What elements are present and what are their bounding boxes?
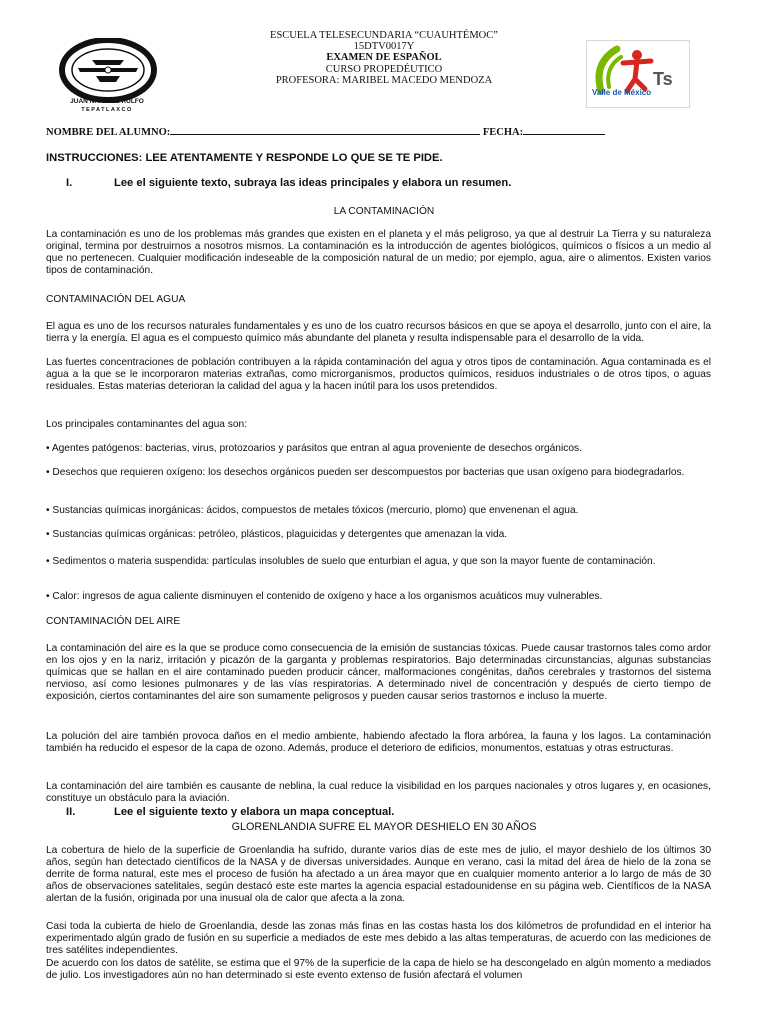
section-2-prompt-text: Lee el siguiente texto y elabora un mapa conceptual. — [114, 806, 395, 818]
article-2-paragraph-1: La cobertura de hielo de la superficie de Groenlandia ha sufrido, durante varios días de este mes de julio, el mayor deshielo de los últimos 30 años, según han detectado científicos de la NASA y de diversas universidades. Aunque en verano, casi la mitad del área de hielo de la zona se derrite de forma natural, este mes el proceso de fusión ha afectado a un área mayor que en cualquier momento anterior a lo largo de más de 30 años de observaciones satelitales, según destacó este este martes la agencia espacial estadounidense en su página web. Científicos de la NASA alertan de la fusión, originada por una inusual ola de calor que afecta a la zona. — [46, 845, 711, 905]
svg-text:Ts: Ts — [653, 69, 673, 89]
date-field[interactable] — [523, 126, 605, 135]
air-heading: CONTAMINACIÓN DEL AIRE — [46, 616, 181, 627]
student-info-line — [46, 126, 605, 138]
air-paragraph-2: La polución del aire también provoca daños en el medio ambiente, habiendo afectado la flora arbórea, la fauna y los lagos. La contaminación también ha reducido el espesor de la capa de ozono. Además, produce el deterioro de edificios, monumentos, estatuas y otras estructuras. — [46, 731, 711, 755]
water-list-intro: Los principales contaminantes del agua son: — [46, 419, 248, 430]
school-seal-caption — [52, 98, 162, 114]
article-2-paragraph-2: Casi toda la cubierta de hielo de Groenlandia, desde las zonas más finas en las costas hasta los dos kilómetros de profundidad en el interior ha experimentado algún grado de fusión en su superficie a mediados de este mes debido a las altas temperaturas, de acuerdo con las mediciones de tres satélites independientes. — [46, 921, 711, 957]
air-paragraph-1: La contaminación del aire es la que se produce como consecuencia de la emisión de sustancias tóxicas. Puede causar trastornos tales como ardor en los ojos y en la nariz, irritación y picazón de la garganta y problemas respiratorios. Bajo determinadas circunstancias, algunas substancias químicas que se hallan en el aire contaminado pueden producir cáncer, malformaciones congénitas, daños cerebrales y trastornos del sistema nervioso, así como lesiones pulmonares y de las vías respiratorias. A determinado nivel de concentración y después de cierto tiempo de exposición, ciertos contaminantes del aire son sumamente peligrosos y pueden causar serios trastornos e incluso la muerte. — [46, 643, 711, 703]
school-code: 15DTV0017Y — [353, 41, 415, 53]
seal-caption-line-2: TEPATLAXCO — [81, 107, 133, 113]
exam-title: EXAMEN DE ESPAÑOL — [326, 52, 442, 64]
section-1-prompt-text: Lee el siguiente texto, subraya las ideas principales y elabora un resumen. — [114, 177, 512, 189]
section-2-prompt — [66, 806, 394, 818]
water-item: • Sustancias químicas inorgánicas: ácidos, compuestos de metales tóxicos (mercurio, plomo) que envenenan el agua. — [46, 505, 579, 516]
article-2-paragraph-3: De acuerdo con los datos de satélite, se estima que el 97% de la superficie de la capa de hielo se ha descongelado en algún momento a mediados de julio. Los investigadores aún no han determinado si este evento extenso de fusión afectará el volumen — [46, 958, 711, 982]
seal-caption-line-1: JUAN N. PEREZ RULFO — [70, 98, 144, 105]
article-2-title: GLORENLANDIA SUFRE EL MAYOR DESHIELO EN 30 AÑOS — [231, 821, 537, 833]
school-name: ESCUELA TELESECUNDARIA “CUAUHTÉMOC” — [270, 30, 498, 41]
section-1-prompt — [66, 177, 511, 189]
section-2-number: II. — [66, 806, 76, 818]
water-item: • Sustancias químicas orgánicas: petróleo, plásticos, plaguicidas y detergentes que amenazan la vida. — [46, 529, 508, 540]
name-label: NOMBRE DEL ALUMNO: — [46, 127, 171, 138]
teacher-name: PROFESORA: MARIBEL MACEDO MENDOZA — [275, 74, 493, 86]
water-paragraph-2: Las fuertes concentraciones de población contribuyen a la rápida contaminación del agua y otros tipos de contaminación. Agua contaminada es el agua a la que se le incorporaron materias extrañas, como microrganismos, productos químicos, residuos industriales o de otros tipos, o aguas residuales. Estas materias deterioran la calidad del agua y la hacen inútil para los usos pretendidos. — [46, 357, 711, 393]
water-paragraph-1: El agua es uno de los recursos naturales fundamentales y es uno de los cuatro recursos básicos en que se apoya el desarrollo, junto con el aire, la tierra y la energía. El agua es el compuesto químico más abundante del planeta y resulta indispensable para el desarrollo de la vida. — [46, 321, 711, 345]
date-label: FECHA: — [482, 127, 524, 138]
name-field[interactable] — [170, 126, 480, 135]
article-1-intro: La contaminación es uno de los problemas más grandes que existen en el planeta y el más peligroso, ya que al destruir La Tierra y su naturaleza original, termina por destruirnos a nosotros mismos. La contaminación es la introducción de agentes biológicos, químicos o físicos a un medio al que no pertenecen. Cualquier modificación indeseable de la composición natural de un medio; por ejemplo, agua, aire o alimentos. Existen varios tipos de contaminación. — [46, 229, 711, 277]
logo-caption-valle: Valle de México — [592, 88, 652, 97]
article-1-title: LA CONTAMINACIÓN — [333, 206, 435, 217]
water-item: • Agentes patógenos: bacterias, virus, protozoarios y parásitos que entran al agua proveniente de desechos orgánicos. — [46, 443, 582, 454]
water-item: • Calor: ingresos de agua caliente disminuyen el contenido de oxígeno y hace a los organismos acuáticos muy vulnerables. — [46, 591, 603, 602]
instructions: INSTRUCCIONES: LEE ATENTAMENTE Y RESPONDE LO QUE SE TE PIDE. — [46, 152, 443, 164]
course-name: CURSO PROPEDÉUTICO — [325, 63, 443, 75]
section-1-number: I. — [66, 177, 73, 189]
water-heading: CONTAMINACIÓN DEL AGUA — [46, 294, 186, 305]
air-paragraph-3: La contaminación del aire también es causante de neblina, la cual reduce la visibilidad en los parques nacionales y otros lugares y, en ocasiones, constituye un obstáculo para la aviación. — [46, 781, 711, 805]
water-item: • Sedimentos o materia suspendida: partículas insolubles de suelo que enturbian el agua, y que son la mayor fuente de contaminación. — [46, 556, 656, 567]
water-item: • Desechos que requieren oxígeno: los desechos orgánicos pueden ser descompuestos por bacterias que usan oxígeno para biodegradarlos. — [46, 467, 685, 478]
ts-valle-de-mexico-logo — [586, 40, 690, 108]
